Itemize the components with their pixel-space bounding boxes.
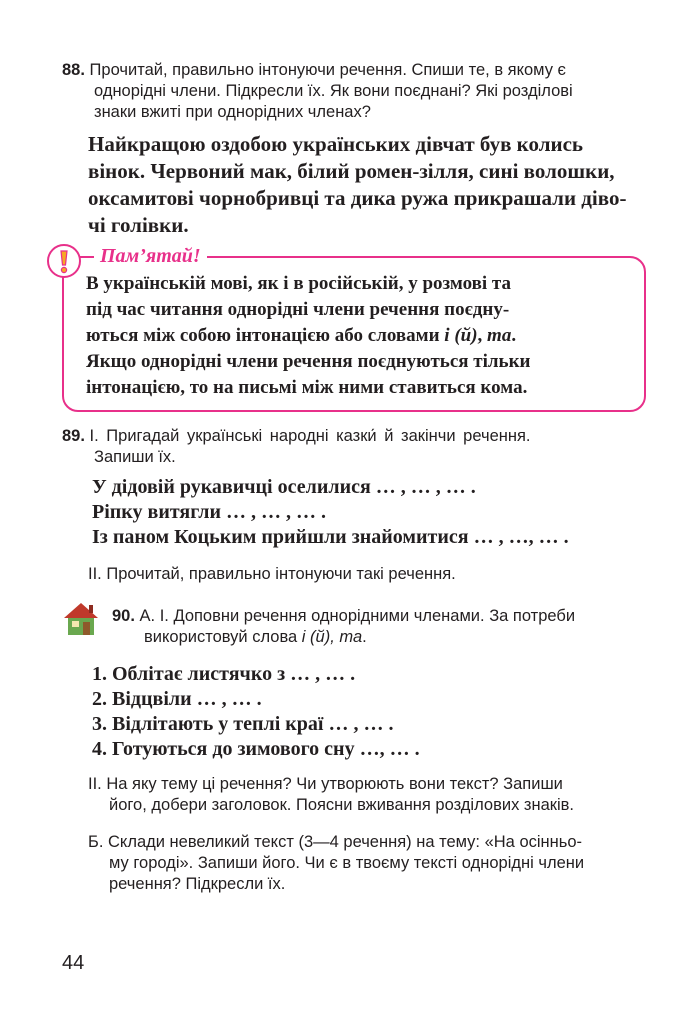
rule-keyword: кома [480,377,523,398]
conjunction-i: і (й) [444,325,478,346]
exclamation-icon [47,244,81,278]
task-89-part-2: ІІ. Прочитай, правильно інтонуючи такі речення. [88,565,456,583]
page-number: 44 [62,952,85,974]
task-88 [62,60,662,123]
numbered-sentence: 3. Відлітають у теплі краї … , … . [92,713,394,735]
conjunction-ta: та [487,325,512,346]
task-instruction: І. Пригадай українські народні казки́ й закінчи речення. [89,427,531,445]
house-icon [62,600,100,638]
task-90: 90. А. І. Доповни речення однорідними членами. За потреби використовуй слова і (й), та. [112,607,576,646]
sentence: У дідовій рукавичці оселилися … , … , … . [92,476,476,498]
text-line: чі голівки. [88,213,189,237]
task-89 [62,426,662,468]
task-number: 89. [62,427,85,445]
text-line: оксамитові чорнобривці та дика ружа прикрашали діво- [88,186,627,210]
sentence: Ріпку витягли … , … , … . [92,501,327,523]
task-90-part-2: ІІ. На яку тему ці речення? Чи утворюють вони текст? Запиши його, добери заголовок. Поясни вживання розділових знаків. [88,775,574,814]
task-instruction: використовуй слова [144,628,302,646]
sentence: Із паном Коцьким прийшли знайомитися … , …, … . [92,526,569,548]
numbered-sentence: 2. Відцвіли … , … . [92,688,262,710]
task-number: 88. [62,61,85,79]
words-hint: і (й), та [301,628,363,646]
rule-line: під час читання однорідні члени речення поєдну- [86,299,510,320]
text-line: вінок. Червоний мак, білий ромен-зілля, сині волошки, [88,159,615,183]
task-90-part-b: Б. Склади невеликий текст (3—4 речення) на тему: «На осінньо- му городі». Запиши його. Чи є в твоєму тексті однорідні члени речення? Підкресли їх. [88,833,585,893]
rule-line: Якщо однорідні члени речення поєднуються тільки [86,351,531,372]
task-number: 90. [112,607,135,625]
rule-line: В українській мові, як і в російській, у розмові та [86,273,511,294]
rule-line: ються між собою інтонацією або словами і (й), та. [86,325,517,346]
task-instruction: Прочитай, правильно інтонуючи речення. Спиши те, в якому є [89,61,566,79]
numbered-sentence: 1. Облітає листячко з … , … . [92,663,356,685]
rule-text [86,271,626,401]
numbered-sentence: 4. Готуються до зимового сну …, … . [92,738,420,760]
remember-title: Пам’ятай! [94,243,207,269]
task-instruction: однорідні члени. Підкресли їх. Як вони поєднані? Які розділові [94,82,573,100]
reading-text [88,131,648,239]
rule-line: інтонацією, то на письмі між ними ставиться кома. [86,377,528,398]
task-instruction: А. І. Доповни речення однорідними членами. За потреби [139,607,576,625]
text-line: Найкращою оздобою українських дівчат був колись [88,132,584,156]
task-instruction: Запиши їх. [94,448,176,466]
task-instruction: знаки вжиті при однорідних членах? [94,103,371,121]
